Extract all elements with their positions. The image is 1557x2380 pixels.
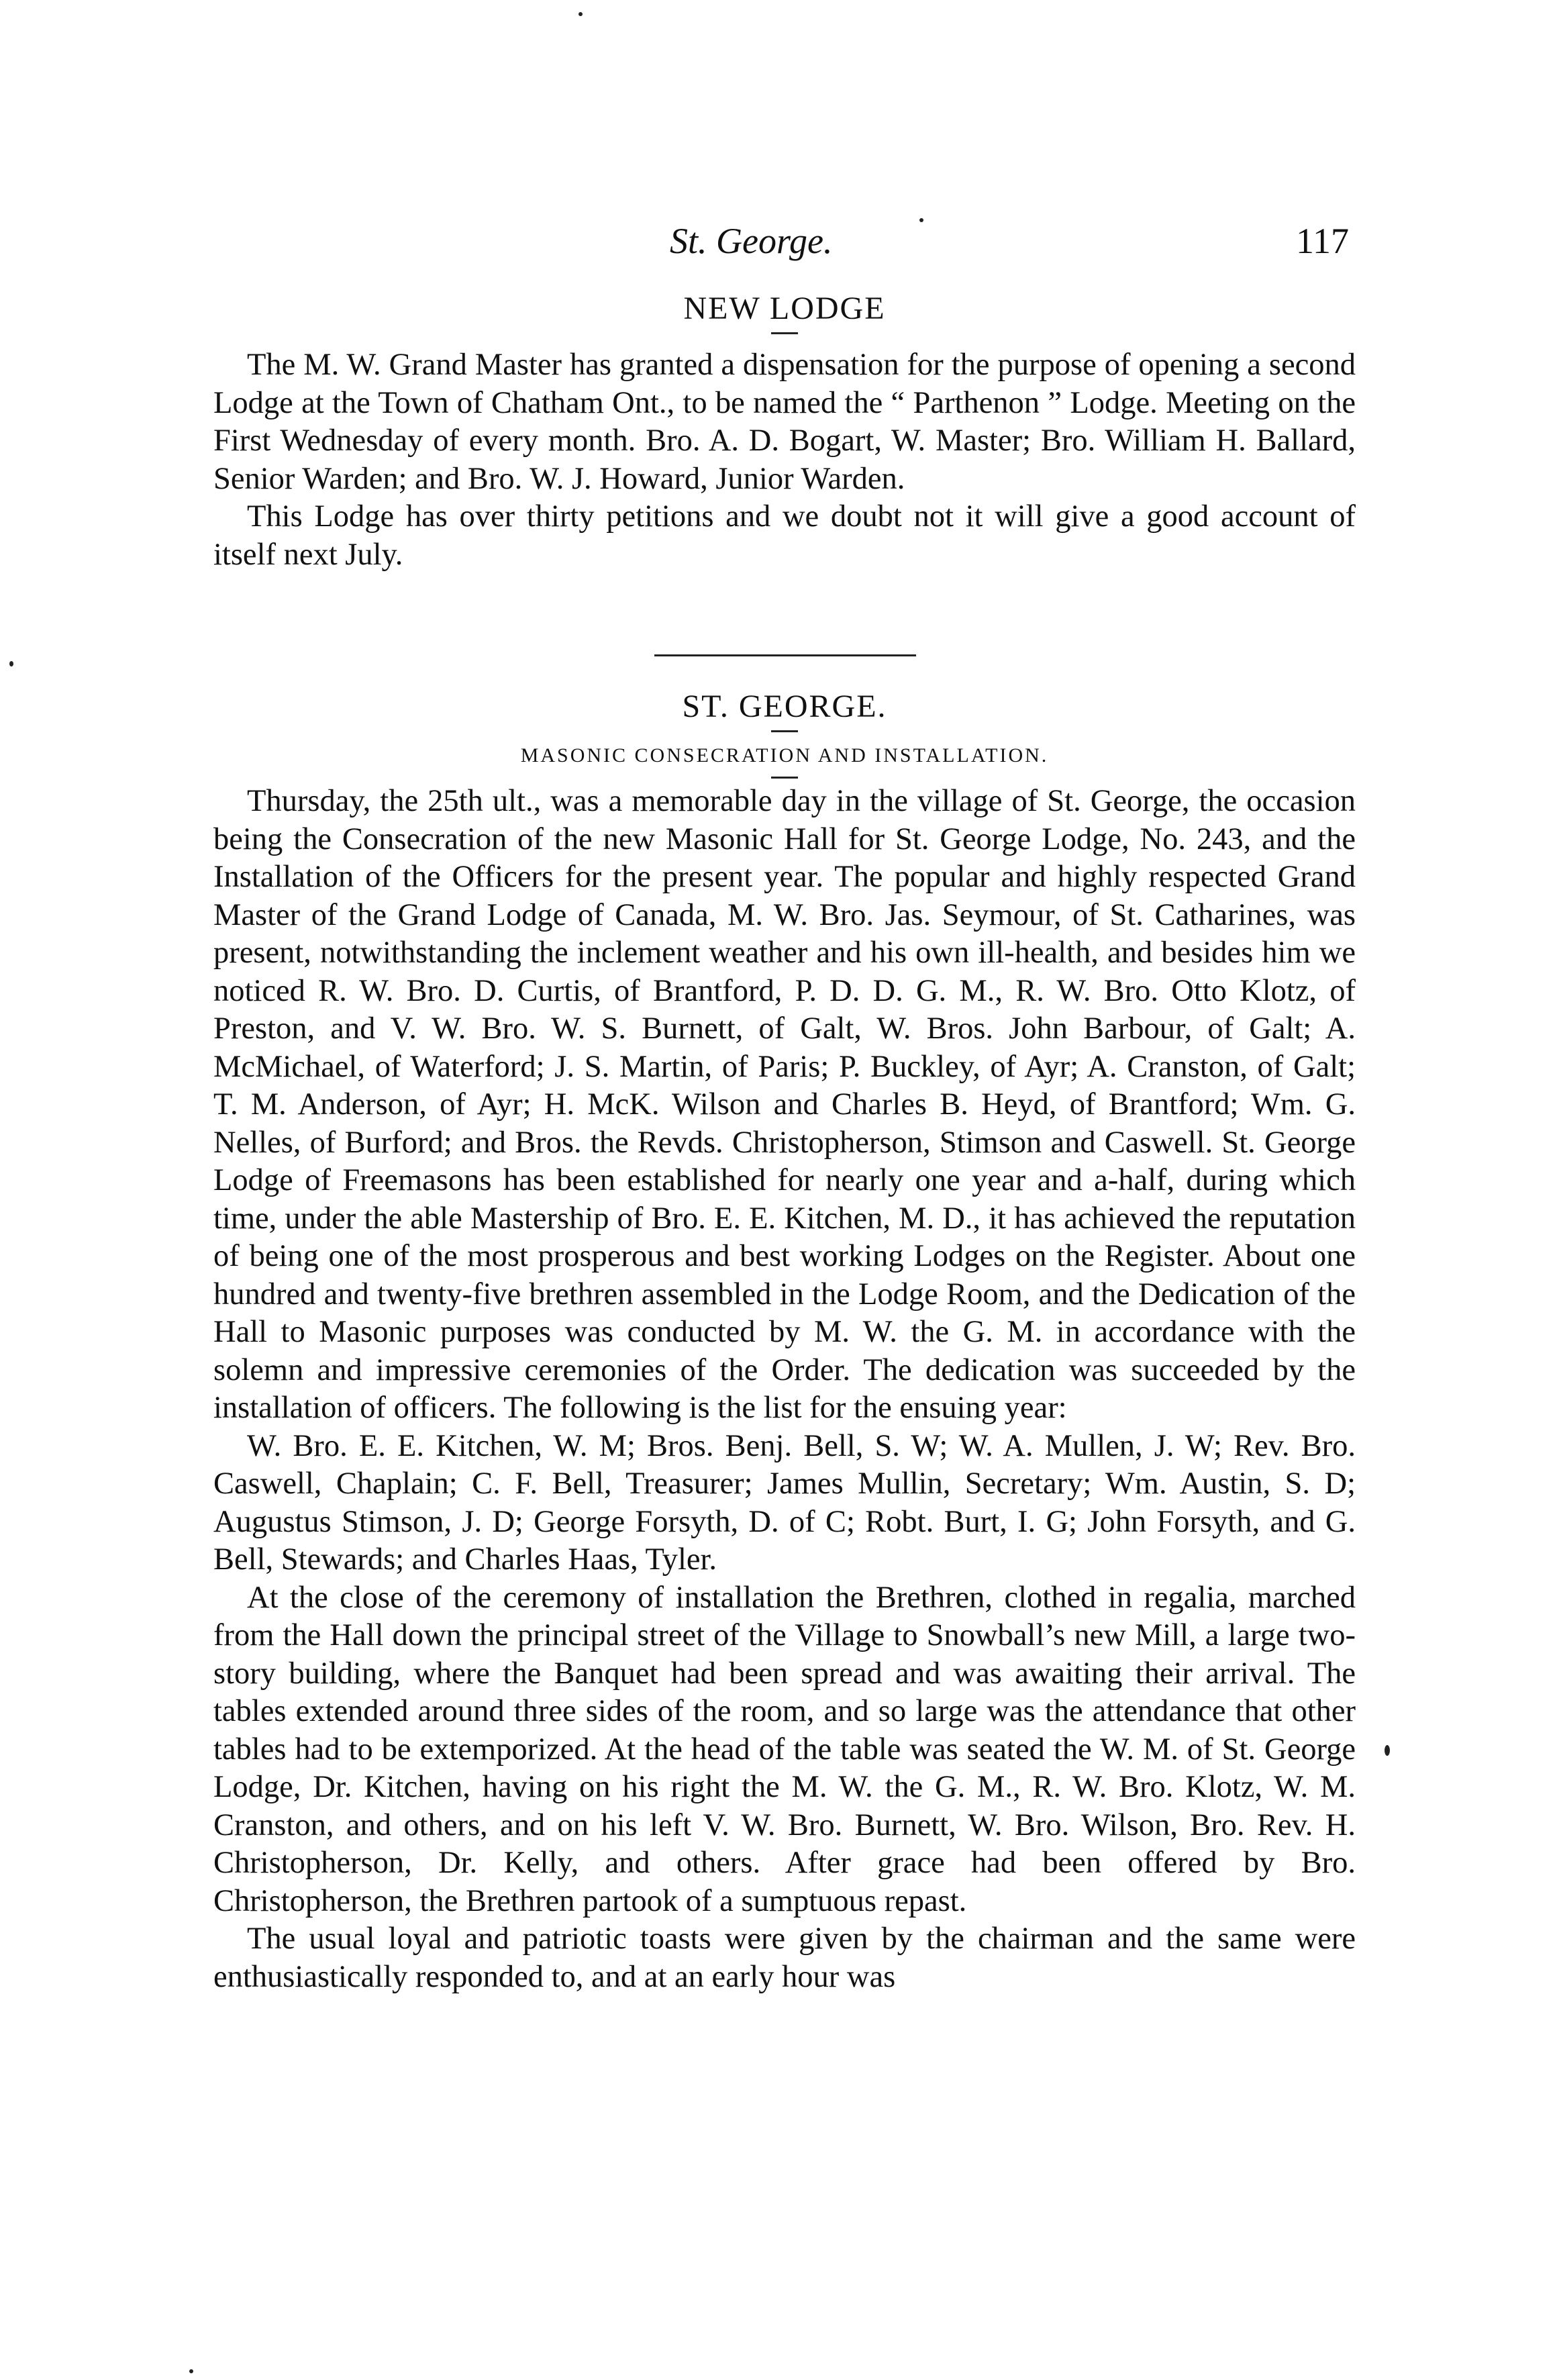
new-lodge-paragraph-1: The M. W. Grand Master has granted a dispensation for the purpose of opening a second Lodge at the Town of Chatham Ont., to be named the “ Parthenon ” Lodge. Meeting on the First Wednesday of every month. Bro. A. D. Bogart, W. Master; Bro. William H. Ballard, Senior Warden; and Bro. W. J. Howard, Junior Warden. [213, 348, 1356, 496]
running-head [213, 220, 1356, 267]
heading-dash [771, 730, 798, 732]
section-divider [654, 654, 916, 656]
heading-dash [771, 332, 798, 334]
scan-speck [919, 218, 923, 222]
st-george-subheading: MASONIC CONSECRATION AND INSTALLATION. [520, 744, 1049, 766]
subheading-dash [771, 777, 798, 779]
st-george-paragraph-3: At the close of the ceremony of installation the Brethren, clothed in regalia, marched from the Hall down the principal street of the Village to Snowball’s new Mill, a large two-story building, where the Banquet had been spread and was awaiting their arrival. The tables extended around three sides of the room, and so large was the attendance that other tables had to be extemporized. At the head of the table was seated the W. M. of St. George Lodge, Dr. Kitchen, having on his right the M. W. the G. M., R. W. Bro. Klotz, W. M. Cranston, and others, and on his left V. W. Bro. Burnett, W. Bro. Wilson, Bro. Rev. H. Christopherson, Dr. Kelly, and others. After grace had been offered by Bro. Christopherson, the Brethren partook of a sumptuous repast. [213, 1580, 1356, 1918]
scan-speck [189, 2369, 193, 2373]
st-george-paragraph-1: Thursday, the 25th ult., was a memorable day in the village of St. George, the occasion being the Consecration of the new Masonic Hall for St. George Lodge, No. 243, and the Installation of the Officers for the present year. The popular and highly respected Grand Master of the Grand Lodge of Canada, M. W. Bro. Jas. Seymour, of St. Catharines, was present, notwithstanding the inclement weather and his own ill-health, and besides him we noticed R. W. Bro. D. Curtis, of Brantford, P. D. D. G. M., R. W. Bro. Otto Klotz, of Preston, and V. W. Bro. W. S. Burnett, of Galt, W. Bros. John Barbour, of Galt; A. McMichael, of Waterford; J. S. Martin, of Paris; P. Buckley, of Ayr; A. Cranston, of Galt; T. M. Anderson, of Ayr; H. McK. Wilson and Charles B. Heyd, of Brantford; Wm. G. Nelles, of Burford; and Bros. the Revds. Christopherson, Stimson and Caswell. St. George Lodge of Freemasons has been established for nearly one year and a-half, during which time, under the able Mastership of Bro. E. E. Kitchen, M. D., it has achieved the reputation of being one of the most prosperous and best working Lodges on the Register. About one hundred and twenty-five brethren assembled in the Lodge Room, and the Dedication of the Hall to Masonic purposes was conducted by M. W. the G. M. in accordance with the solemn and impressive ceremonies of the Order. The dedication was succeeded by the installation of officers. The following is the list for the ensuing year: [213, 784, 1356, 1425]
st-george-article [213, 688, 1356, 1996]
new-lodge-paragraph-2: This Lodge has over thirty petitions and we doubt not it will give a good account of itself next July. [213, 499, 1356, 572]
officers-list-paragraph: W. Bro. E. E. Kitchen, W. M; Bros. Benj. Bell, S. W; W. A. Mullen, J. W; Rev. Bro. Caswell, Chaplain; C. F. Bell, Treasurer; James Mullin, Secretary; Wm. Austin, S. D; Augustus Stimson, J. D; George Forsyth, D. of C; Robt. Burt, I. G; John Forsyth, and G. Bell, Stewards; and Charles Haas, Tyler. [213, 1428, 1356, 1577]
st-george-paragraph-4: The usual loyal and patriotic toasts were given by the chairman and the same were enthusiastically responded to, and at an early hour was [213, 1922, 1356, 1994]
new-lodge-heading: NEW LODGE [683, 291, 886, 326]
scan-speck [1385, 1745, 1390, 1756]
page-number: 117 [1296, 221, 1349, 261]
scan-speck [579, 12, 583, 16]
scan-speck [9, 661, 13, 666]
running-head-title: St. George. [670, 221, 833, 261]
new-lodge-article [213, 290, 1356, 574]
st-george-heading: ST. GEORGE. [682, 689, 887, 724]
